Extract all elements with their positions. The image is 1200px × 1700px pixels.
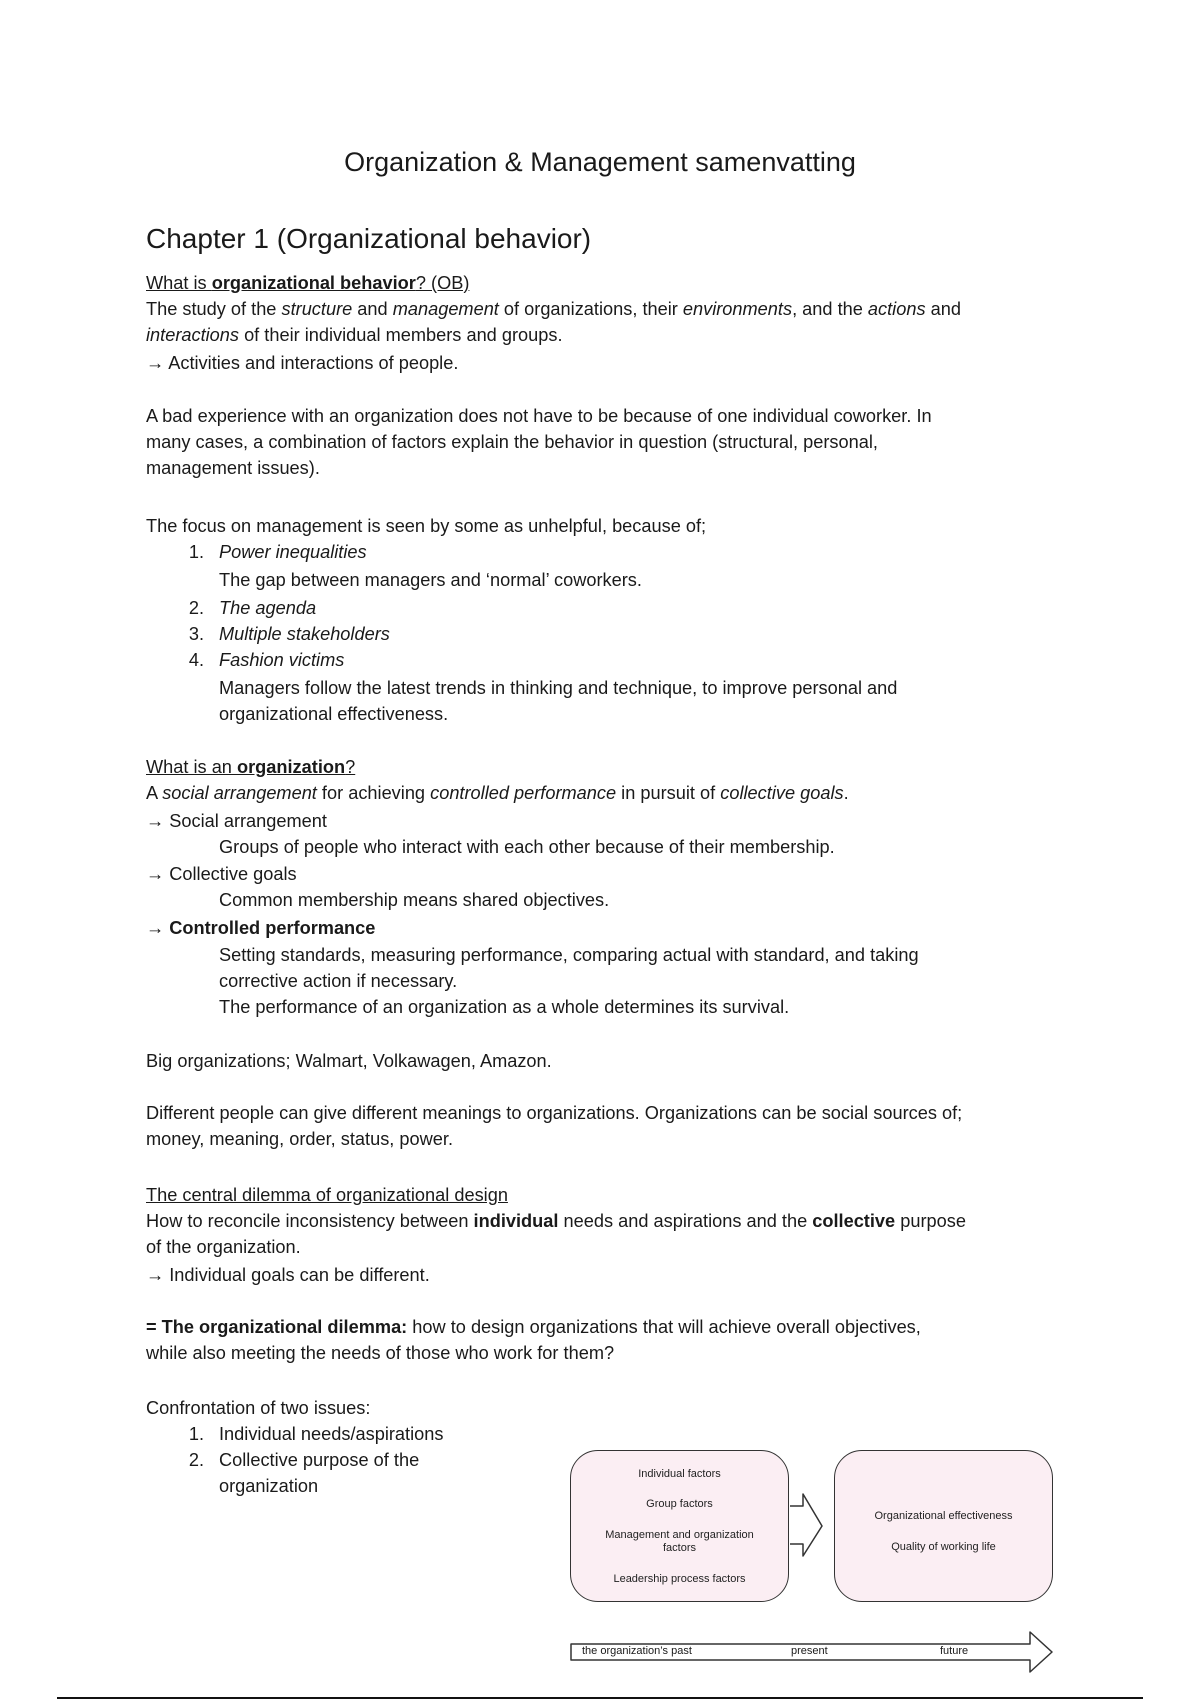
- org-question: What is an organization?: [146, 757, 356, 777]
- focus-item-stakeholders: Multiple stakeholders: [219, 624, 390, 644]
- dilemma-heading: The central dilemma of organizational design: [146, 1185, 508, 1205]
- confront-item-individual: Individual needs/aspirations: [219, 1424, 444, 1444]
- diagram-individual-factors: Individual factors: [638, 1468, 721, 1480]
- list-number: 3.: [188, 624, 204, 644]
- timeline-past: the organization’s past: [582, 1645, 692, 1657]
- org-definition: A social arrangement for achieving controlled performance in pursuit of collective goals.: [146, 783, 849, 803]
- diagram-quality-working-life: Quality of working life: [891, 1541, 996, 1553]
- focus-item-fashion: Fashion victims: [219, 650, 345, 670]
- org-perf-desc-3: The performance of an organization as a whole determines its survival.: [219, 997, 790, 1017]
- diagram-leadership-factors: Leadership process factors: [613, 1573, 746, 1585]
- diagram-group-factors: Group factors: [646, 1498, 713, 1510]
- big-organizations: Big organizations; Walmart, Volkawagen, Amazon.: [146, 1051, 552, 1071]
- dilemma-line-1: How to reconcile inconsistency between individual needs and aspirations and the collective purpose: [146, 1211, 966, 1231]
- meanings-line-1: Different people can give different meanings to organizations. Organizations can be social sources of;: [146, 1103, 963, 1123]
- diagram-outcomes-box: [834, 1450, 1053, 1602]
- org-controlled-performance: → Controlled performance: [146, 918, 376, 938]
- document-title: Organization & Management samenvatting: [344, 147, 856, 177]
- focus-item-fashion-desc-2: organizational effectiveness.: [219, 704, 449, 724]
- dilemma-definition-line-1: = The organizational dilemma: how to design organizations that will achieve overall objectives,: [146, 1317, 921, 1337]
- org-social-desc: Groups of people who interact with each other because of their membership.: [219, 837, 835, 857]
- list-number: 2.: [188, 1450, 204, 1470]
- diagram-org-effectiveness: Organizational effectiveness: [874, 1510, 1013, 1522]
- dilemma-line-2: of the organization.: [146, 1237, 301, 1257]
- list-number: 1.: [188, 1424, 204, 1444]
- focus-item-power-desc: The gap between managers and ‘normal’ coworkers.: [219, 570, 642, 590]
- org-social-arrangement: → Social arrangement: [146, 811, 327, 831]
- ob-question: What is organizational behavior? (OB): [146, 273, 470, 293]
- diagram-factors-box: [570, 1450, 789, 1602]
- confront-item-collective: Collective purpose of the: [219, 1450, 420, 1470]
- bad-experience-line-2: many cases, a combination of factors explain the behavior in question (structural, personal,: [146, 432, 878, 452]
- confront-intro: Confrontation of two issues:: [146, 1398, 371, 1418]
- ob-definition-line-1: The study of the structure and management of organizations, their environments, and the actions and: [146, 299, 961, 319]
- focus-intro: The focus on management is seen by some as unhelpful, because of;: [146, 516, 707, 536]
- list-number: 4.: [188, 650, 204, 670]
- diagram-management-factors-cont: factors: [662, 1542, 696, 1554]
- dilemma-definition-line-2: while also meeting the needs of those who work for them?: [146, 1343, 615, 1363]
- org-perf-desc-2: corrective action if necessary.: [219, 971, 458, 991]
- dilemma-arrow: → Individual goals can be different.: [146, 1265, 430, 1285]
- ob-definition-line-2: interactions of their individual members and groups.: [146, 325, 563, 345]
- ob-arrow-note: → Activities and interactions of people.: [146, 353, 459, 373]
- focus-item-fashion-desc-1: Managers follow the latest trends in thinking and technique, to improve personal and: [219, 678, 898, 698]
- chapter-heading: Chapter 1 (Organizational behavior): [146, 223, 592, 254]
- focus-item-agenda: The agenda: [219, 598, 317, 618]
- confront-item-collective-cont: organization: [219, 1476, 319, 1496]
- list-number: 2.: [188, 598, 204, 618]
- org-perf-desc-1: Setting standards, measuring performance, comparing actual with standard, and taking: [219, 945, 919, 965]
- list-number: 1.: [188, 542, 204, 562]
- timeline-present: present: [791, 1645, 828, 1657]
- page-bottom-rule: [57, 1697, 1143, 1699]
- timeline-future: future: [940, 1645, 969, 1657]
- bad-experience-line-3: management issues).: [146, 458, 320, 478]
- diagram-arrow-icon: [789, 1490, 825, 1560]
- bad-experience-line-1: A bad experience with an organization does not have to be because of one individual coworker. In: [146, 406, 932, 426]
- focus-item-power: Power inequalities: [219, 542, 367, 562]
- meanings-line-2: money, meaning, order, status, power.: [146, 1129, 453, 1149]
- org-goals-desc: Common membership means shared objectives.: [219, 890, 610, 910]
- org-collective-goals: → Collective goals: [146, 864, 297, 884]
- diagram-management-factors: Management and organization: [605, 1529, 754, 1541]
